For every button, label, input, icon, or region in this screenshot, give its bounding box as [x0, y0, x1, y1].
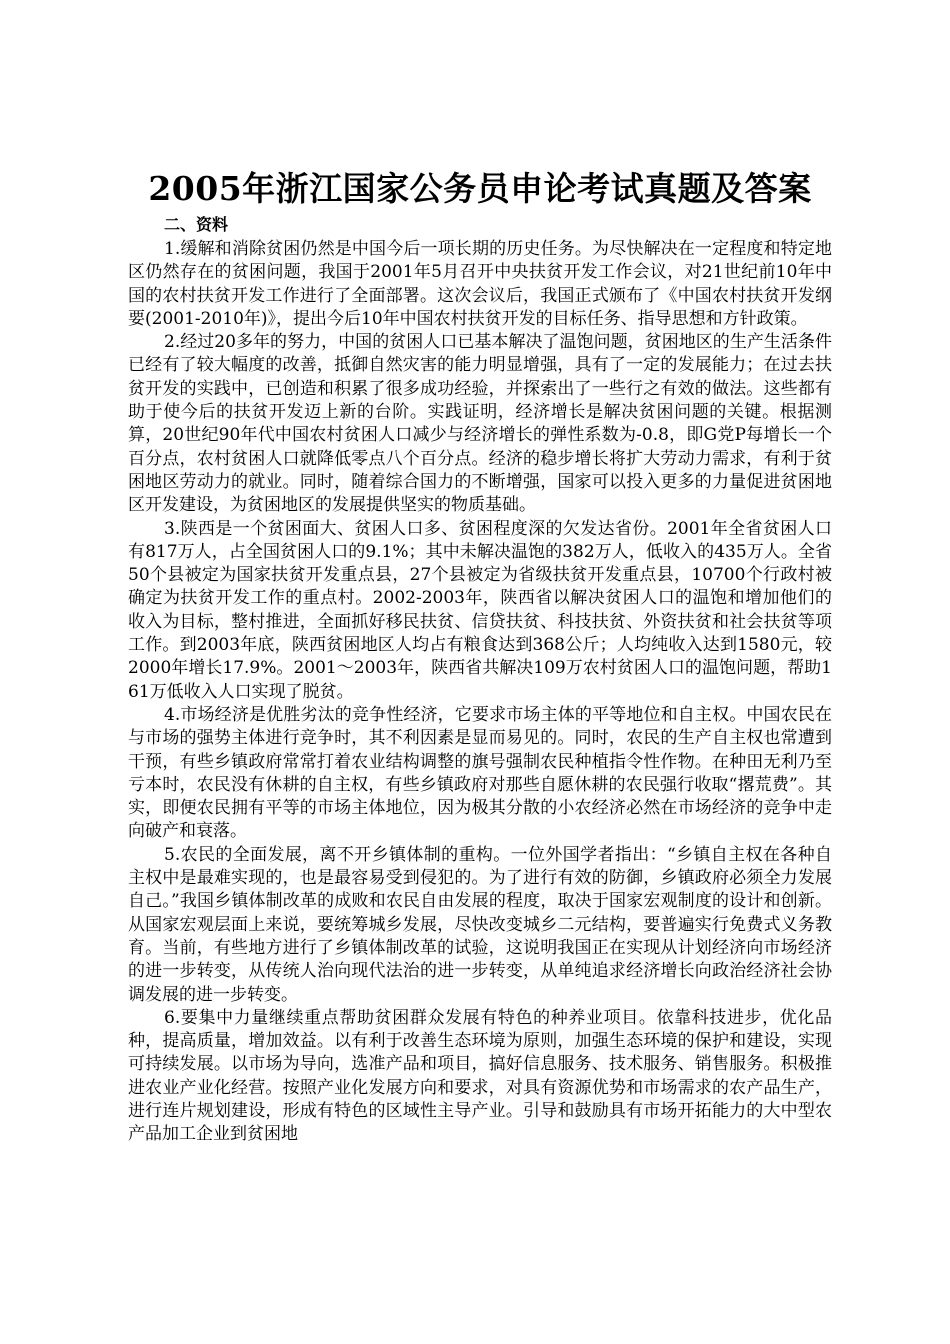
paragraph-6: 6.要集中力量继续重点帮助贫困群众发展有特色的种养业项目。依靠科技进步，优化品种，提高质量，增加效益。以有利于改善生态环境为原则，加强生态环境的保护和建设，实现可持续发展。以市场为导向，选准产品和项目，搞好信息服务、技术服务、销售服务。积极推进农业产业化经营。按照产业化发展方向和要求，对具有资源优势和市场需求的农产品生产，进行连片规划建设，形成有特色的区域性主导产业。引导和鼓励具有市场开拓能力的大中型农产品加工企业到贫困地	[128, 1007, 832, 1145]
document-body	[128, 168, 832, 1147]
document-title: 2005年浙江国家公务员申论考试真题及答案	[148, 169, 812, 208]
paragraph-2: 2.经过20多年的努力，中国的贫困人口已基本解决了温饱问题，贫困地区的生产生活条件已经有了较大幅度的改善，抵御自然灾害的能力明显增强，具有了一定的发展能力；在过去扶贫开发的实践中，已创造和积累了很多成功经验，并探索出了一些行之有效的做法。这些都有助于使今后的扶贫开发迈上新的台阶。实践证明，经济增长是解决贫困问题的关键。根据测算，20世纪90年代中国农村贫困人口减少与经济增长的弹性系数为-0.8，即G党P每增长一个百分点，农村贫困人口就降低零点八个百分点。经济的稳步增长将扩大劳动力需求，有利于贫困地区劳动力的就业。同时，随着综合国力的不断增强，国家可以投入更多的力量促进贫困地区开发建设，为贫困地区的发展提供坚实的物质基础。	[128, 332, 832, 516]
paragraph-1: 1.缓解和消除贫困仍然是中国今后一项长期的历史任务。为尽快解决在一定程度和特定地区仍然存在的贫困问题，我国于2001年5月召开中央扶贫开发工作会议，对21世纪前10年中国的农村扶贫开发工作进行了全面部署。这次会议后，我国正式颁布了《中国农村扶贫开发纲要(2001-2010年)》，提出今后10年中国农村扶贫开发的目标任务、指导思想和方针政策。	[128, 239, 832, 329]
paragraph-4: 4.市场经济是优胜劣汰的竞争性经济，它要求市场主体的平等地位和自主权。中国农民在与市场的强势主体进行竞争时，其不利因素是显而易见的。同时，农民的生产自主权也常遭到干预，有些乡镇政府常常打着农业结构调整的旗号强制农民种植指令性作物。在种田无利乃至亏本时，农民没有休耕的自主权，有些乡镇政府对那些自愿休耕的农民强行收取“撂荒费”。其实，即便农民拥有平等的市场主体地位，因为极其分散的小农经济必然在市场经济的竞争中走向破产和衰落。	[128, 704, 832, 842]
paragraph-3: 3.陕西是一个贫困面大、贫困人口多、贫困程度深的欠发达省份。2001年全省贫困人口有817万人，占全国贫困人口的9.1%；其中未解决温饱的382万人，低收入的435万人。全省50个县被定为国家扶贫开发重点县，27个县被定为省级扶贫开发重点县，10700个行政村被确定为扶贫开发工作的重点村。2002-2003年，陕西省以解决贫困人口的温饱和增加他们的收入为目标，整村推进，全面抓好移民扶贫、信贷扶贫、科技扶贫、外资扶贫和社会扶贫等项工作。到2003年底，陕西贫困地区人均占有粮食达到368公斤；人均纯收入达到1580元，较2000年增长17.9%。2001～2003年，陕西省共解决109万农村贫困人口的温饱问题，帮助161万低收入人口实现了脱贫。	[128, 518, 832, 702]
paragraph-5: 5.农民的全面发展，离不开乡镇体制的重构。一位外国学者指出：“乡镇自主权在各种自主权中是最难实现的，也是最容易受到侵犯的。为了进行有效的防御，乡镇政府必须全力发展自己。”我国乡镇体制改革的成败和农民自由发展的程度，取决于国家宏观制度的设计和创新。从国家宏观层面上来说，要统筹城乡发展，尽快改变城乡二元结构，要普遍实行免费式义务教育。当前，有些地方进行了乡镇体制改革的试验，这说明我国正在实现从计划经济向市场经济的进一步转变，从传统人治向现代法治的进一步转变，从单纯追求经济增长向政治经济社会协调发展的进一步转变。	[128, 844, 832, 1005]
section-heading: 二、资料	[164, 215, 229, 234]
